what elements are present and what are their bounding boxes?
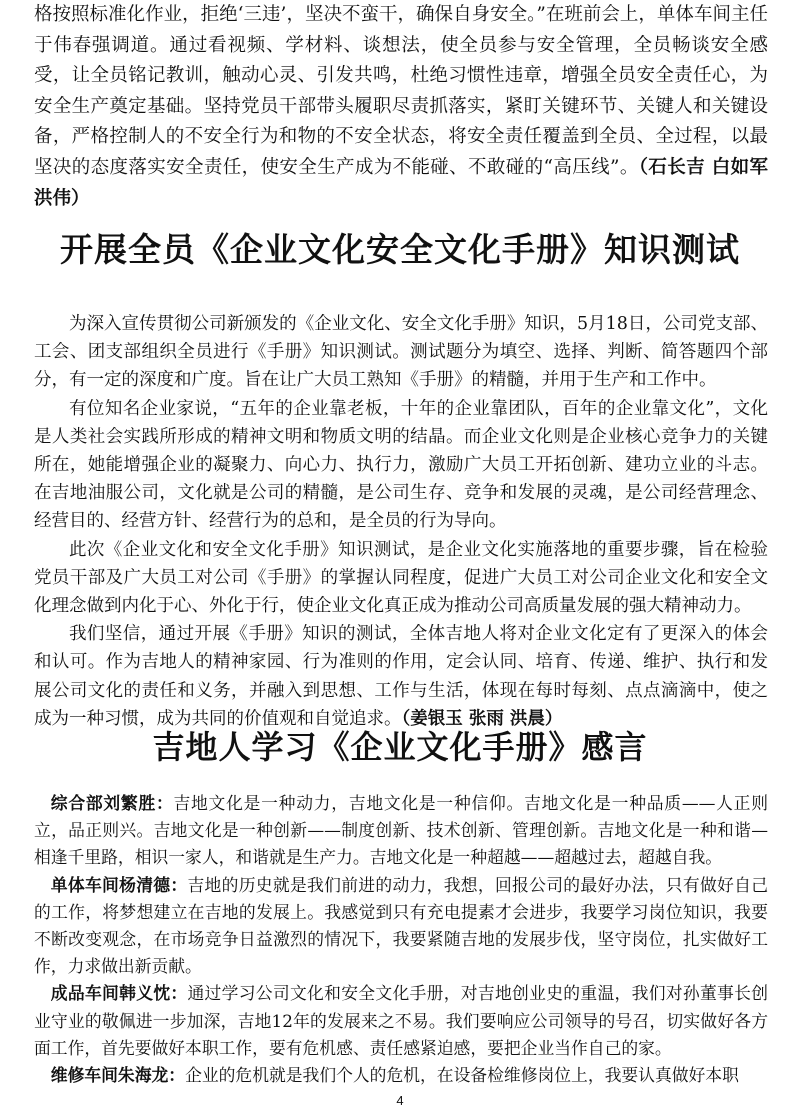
article1-paragraph (34, 620, 768, 733)
intro-body: 格按照标准化作业，拒绝‘三违’，坚决不蛮干，确保自身安全。”在班前会上，单体车间主任于伟春强调道。通过看视频、学材料、谈想法，使全员参与安全管理，全员畅谈安全感受，让全员铭记教训，触动心灵、引发共鸣，杜绝习惯性违章，增强全员安全责任心，为安全生产奠定基础。坚持党员干部带头履职尽责抓落实，紧盯关键环节、关键人和关键设备，严格控制人的不安全行为和物的不安全状态，将安全责任覆盖到全员、全过程，以最坚决的态度落实安全责任，使安全生产成为不能碰、不敢碰的“高压线”。 (34, 4, 768, 178)
intro-article (34, 0, 768, 214)
article1-paragraph-text: 我们坚信，通过开展《手册》知识的测试，全体吉地人将对企业文化定有了更深入的体会和认可。作为吉地人的精神家园、行为准则的作用，定会认同、培育、传递、维护、执行和发展公司文化的责任和义务，并融入到思想、工作与生活，体现在每时每刻、点点滴滴中，使之成为一种习惯，成为共同的价值观和自觉追求。 (34, 624, 768, 729)
testimonial-text: 吉地文化是一种动力，吉地文化是一种信仰。吉地文化是一种品质——人正则立，品正则兴。吉地文化是一种创新——制度创新、技术创新、管理创新。吉地文化是一种和谐—相逢千里路，相识一家人，和谐就是生产力。吉地文化是一种超越——超越过去，超越自我。 (34, 793, 768, 868)
testimonial-text: 企业的危机就是我们个人的危机，在设备检维修岗位上，我要认真做好本职 (185, 1065, 739, 1086)
testimonial-entry (34, 980, 768, 1062)
intro-paragraph (34, 0, 768, 214)
testimonial-speaker: 成品车间韩义忱： (50, 983, 188, 1004)
article1-paragraph: 为深入宣传贯彻公司新颁发的《企业文化、安全文化手册》知识，5月18日，公司党支部、工会、团支部组织全员进行《手册》知识测试。测试题分为填空、选择、判断、简答题四个部分，有一定的深度和广度。旨在让广大员工熟知《手册》的精髓，并用于生产和工作中。 (34, 314, 768, 391)
article1-paragraph: 有位知名企业家说，“五年的企业靠老板，十年的企业靠团队，百年的企业靠文化”，文化是人类社会实践所形成的精神文明和物质文明的结晶。而企业文化则是企业核心竞争力的关键所在，她能增强企业的凝聚力、向心力、执行力，激励广大员工开拓创新、建功立业的斗志。在吉地油服公司，文化就是公司的精髓，是公司生存、竞争和发展的灵魂，是公司经营理念、经营目的、经营方针、经营行为的总和，是全员的行为导向。 (34, 398, 768, 532)
article2-title: 吉地人学习《企业文化手册》感言 (152, 728, 648, 766)
testimonial-entry (34, 1062, 768, 1089)
testimonial-text: 通过学习公司文化和安全文化手册，对吉地创业史的重温，我们对孙董事长创业守业的敬佩进一步加深，吉地12年的发展来之不易。我们要响应公司领导的号召，切实做好各方面工作，首先要做好本职工作，要有危机感、责任感紧迫感，要把企业当作自己的家。 (34, 983, 768, 1058)
article1-body (34, 310, 768, 733)
testimonial-entry (34, 790, 768, 872)
article1-byline: （姜银玉 张雨 洪晨） (401, 708, 563, 729)
testimonial-speaker: 维修车间朱海龙： (50, 1065, 186, 1086)
testimonial-speaker: 综合部刘繁胜： (50, 793, 174, 813)
testimonial-text: 吉地的历史就是我们前进的动力，我想，回报公司的最好办法，只有做好自己的工作，将梦想建立在吉地的发展上。我感觉到只有充电提素才会进步，我要学习岗位知识，我要不断改变观念，在市场竞争日益激烈的情况下，我要紧随吉地的发展步伐，坚守岗位，扎实做好工作，力求做出新贡献。 (34, 874, 768, 977)
testimonial-entry (34, 872, 768, 981)
testimonial-speaker: 单体车间杨清德： (50, 874, 188, 895)
article1-title: 开展全员《企业文化安全文化手册》知识测试 (60, 230, 740, 269)
article2-body (34, 790, 768, 1089)
article1-paragraph: 此次《企业文化和安全文化手册》知识测试，是企业文化实施落地的重要步骤，旨在检验党员干部及广大员工对公司《手册》的掌握认同程度，促进广大员工对公司企业文化和安全文化理念做到内化于心、外化于行，使企业文化真正成为推动公司高质量发展的强大精神动力。 (34, 539, 768, 617)
intro-byline: （石长吉 白如军 洪伟） (34, 156, 768, 209)
page-number: 4 (396, 1093, 404, 1108)
